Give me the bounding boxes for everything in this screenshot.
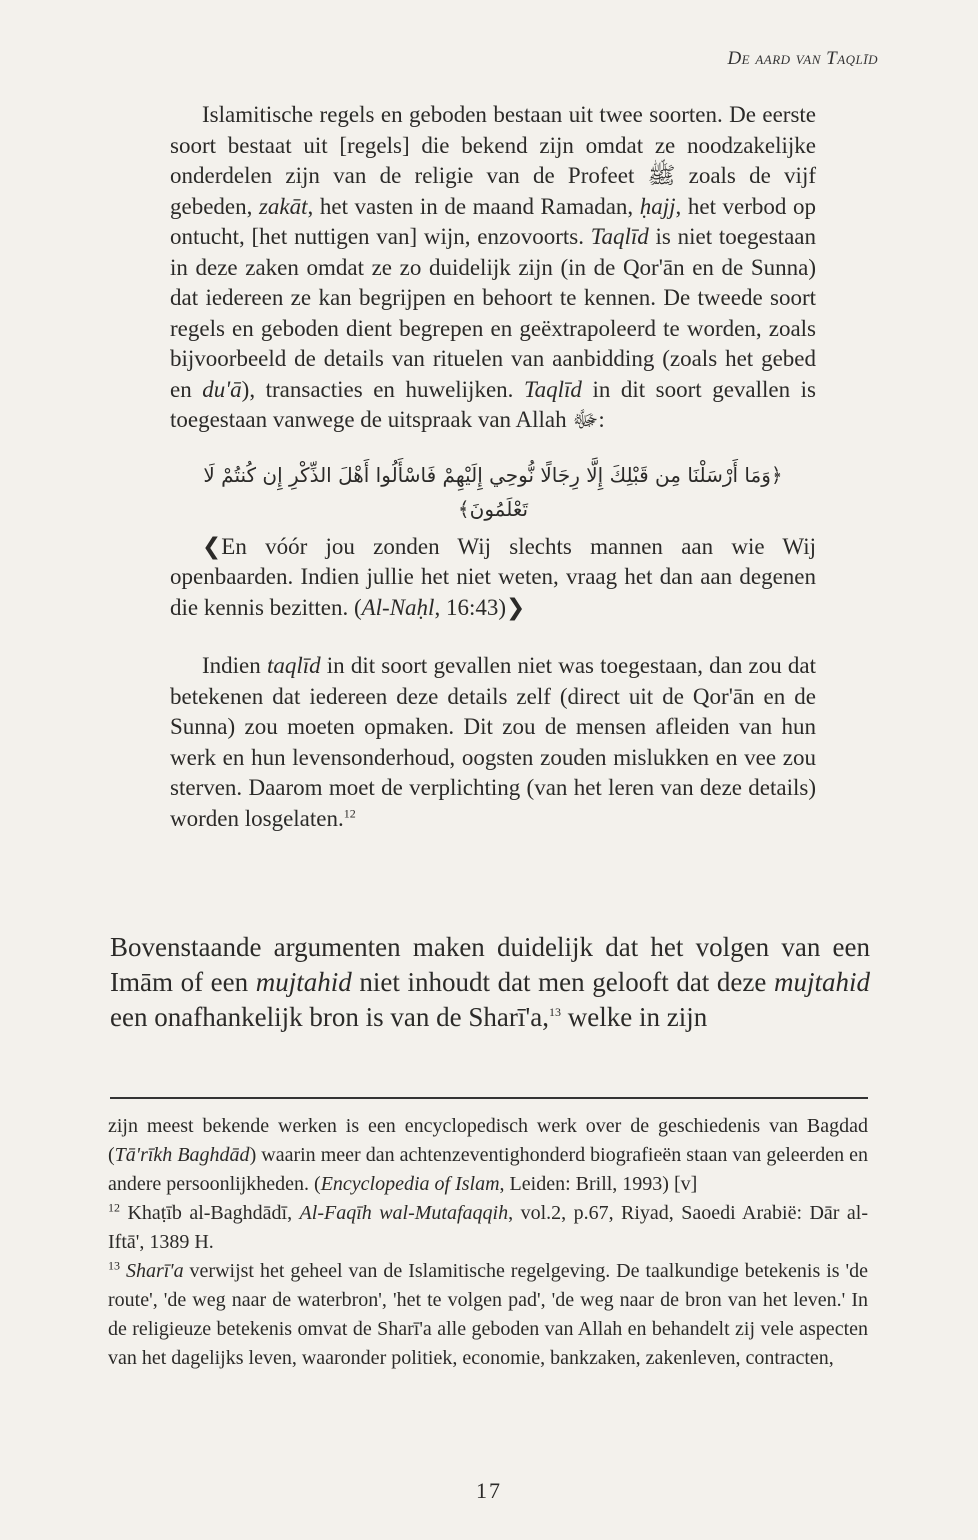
text-span: Khaṭīb al-Baghdādī, [120, 1202, 300, 1224]
footnote-number: 13 [108, 1258, 120, 1273]
footnote-ref-12: 12 [343, 805, 356, 820]
text-span: ❮En vóór jou zonden Wij slechts mannen aan wie Wij openbaarden. Indien jullie het niet weten, vraag het dan aan degenen die kennis bezitten. ( [170, 533, 816, 620]
verse-translation [170, 532, 816, 624]
term-dua: du'ā [202, 376, 242, 402]
paragraph-consequence [170, 651, 816, 834]
footnote-12 [108, 1199, 868, 1257]
text-span: in dit soort gevallen niet was toegestaan, dan zou dat betekenen dat iedereen deze details zelf (direct uit de Qor'ān en de Sunna) zou moeten opmaken. Dit zou de mensen afleiden van hun werk en hun levensonderhoud, oogsten zouden mislukken en vee zou sterven. Daarom moet de verplichting (van het leren van deze details) worden losgelaten. [170, 653, 816, 831]
text-span: , Leiden: Brill, 1993) [v] [499, 1173, 698, 1195]
term-mujtahid: mujtahid [255, 967, 352, 997]
text-span: zoals de vijf gebeden, [170, 163, 816, 219]
work-title: Encyclopedia of Islam [320, 1173, 500, 1195]
paragraph-arguments [110, 930, 870, 1035]
text-span: ) waarin meer dan achtenzeventighonderd biografieën staan van geleerden en andere persoonlijkheden. ( [108, 1144, 868, 1195]
page-number: 17 [476, 1478, 502, 1503]
arabic-verse: ﴿وَمَا أَرْسَلْنَا مِن قَبْلِكَ إِلَّا رِجَالًا نُّوحِي إِلَيْهِمْ فَاسْأَلُوا أَهْلَ الذِّكْرِ إِن كُنتُمْ لَا تَعْلَمُونَ﴾ [203, 462, 783, 521]
text-span: zijn meest bekende werken is een encyclopedisch werk over de geschiedenis van Bagdad ( [108, 1115, 868, 1166]
running-head: De aard van Taqlīd [727, 48, 878, 69]
paragraph-rules [170, 100, 816, 436]
text-span: niet inhoudt dat men gelooft dat deze [351, 967, 774, 997]
text-span: , 16:43)❯ [434, 594, 526, 620]
footnote-divider [110, 1097, 868, 1099]
footnote-ref-13: 13 [548, 1005, 561, 1019]
text-span: , het verbod op ontucht, [het nuttigen van] wijn, enzovoorts. [170, 193, 816, 249]
term-taqlid: Taqlīd [590, 224, 649, 249]
footnote-13 [108, 1257, 868, 1373]
text-span: is niet toegestaan in deze zaken omdat ze zo duidelijk zijn (in de Qor'ān en de Sunna) dat iedereen ze kan begrijpen en behoort te kennen. De tweede soort regels en geboden dient begrepen en geëxtrapoleerd te worden, zoals bijvoorbeeld de details van rituelen van aanbidding (zoals het gebed en [170, 224, 816, 402]
footnote-continuation [108, 1112, 868, 1199]
text-span: Indien [202, 653, 267, 678]
work-title: Al-Faqīh wal-Mutafaqqih [299, 1202, 509, 1224]
allah-glyph: ﷻ [572, 407, 599, 432]
term-taqlid: taqlīd [266, 653, 321, 678]
term-sharia: Sharī'a [125, 1260, 184, 1282]
quote-block [170, 100, 816, 834]
term-taqlid: Taqlīd [523, 376, 582, 402]
body-text [110, 930, 870, 1035]
text-span: Islamitische regels en geboden bestaan uit twee soorten. De eerste soort bestaat uit [regels] die bekend zijn omdat ze noodzakelijke onderdelen zijn van de religie van de Profeet [170, 102, 816, 188]
text-span: welke in zijn [560, 1002, 708, 1032]
text-span: in dit soort gevallen is toegestaan vanwege de uitspraak van Allah [170, 376, 816, 432]
text-span: ), transacties en huwelijken. [241, 376, 524, 402]
term-mujtahid: mujtahid [773, 967, 870, 997]
term-zakat: zakāt [258, 193, 308, 219]
text-span: , vol.2, p.67, Riyad, Saoedi Arabië: Dār al-Iftā', 1389 H. [108, 1202, 868, 1253]
surah-reference: Al-Naḥl [361, 594, 435, 620]
footnotes [108, 1112, 868, 1373]
text-span: , het vasten in de maand Ramadan, [307, 193, 640, 219]
text-span: : [598, 407, 605, 432]
footnote-number: 12 [108, 1200, 120, 1215]
term-hajj: ḥajj [639, 193, 676, 219]
work-title: Tā'rīkh Baghdād [114, 1144, 250, 1166]
text-span: een onafhankelijk bron is van de Sharī'a, [110, 1002, 549, 1032]
salutation-glyph: ﷺ [647, 163, 676, 188]
text-span: Bovenstaande argumenten maken duidelijk dat het volgen van een Imām of een [110, 932, 870, 997]
text-span: verwijst het geheel van de Islamitische regelgeving. De taalkundige betekenis is 'de route', 'de weg naar de waterbron', 'het te volgen pad', 'de weg naar de bron van het leven.' In de religieuze betekenis omvat de Sharī'a alle geboden van Allah en behandelt zij vele aspecten van het dagelijks leven, waaronder politiek, economie, bankzaken, zakenleven, contracten, [108, 1260, 868, 1369]
